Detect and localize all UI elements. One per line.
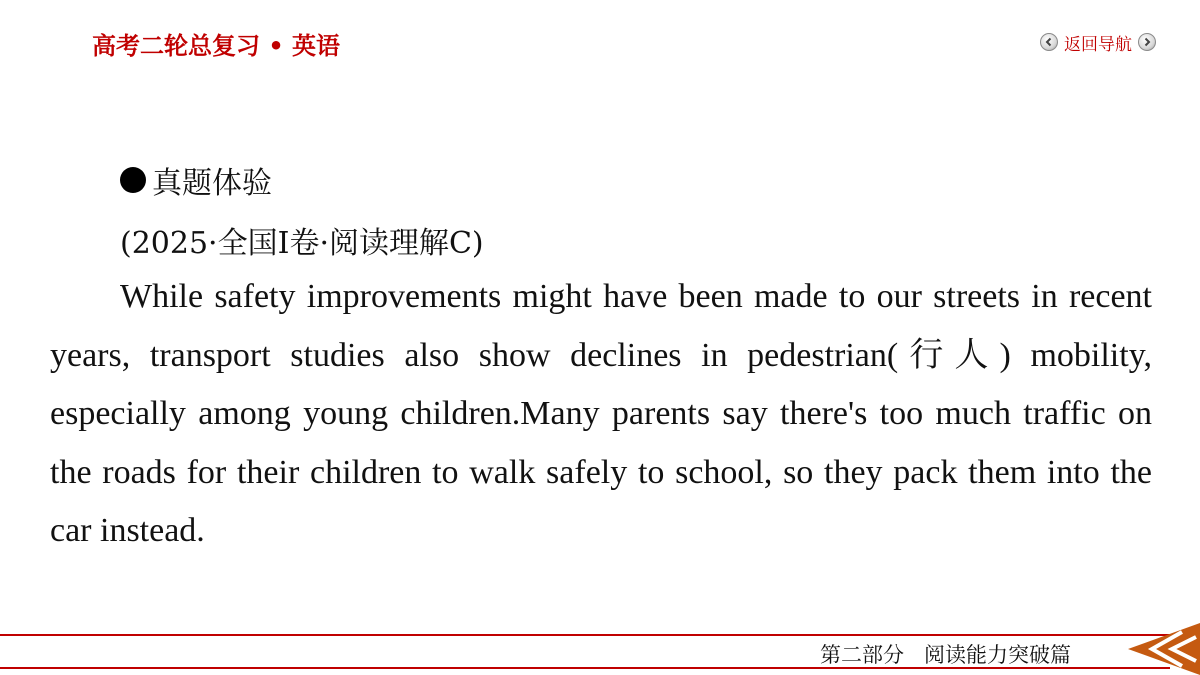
chevron-left-circle-icon[interactable] — [1040, 33, 1058, 51]
reading-passage: While safety improvements might have been made to our streets in recent years, transport studies also show declines in pedestrian(行人) mobility, especially among young children.Many parents say there's too much traffic on the roads for their children to walk safely to school, so they pack them into the car instead. — [50, 278, 1152, 549]
footer-section: 阅读能力突破篇 — [924, 643, 1072, 667]
footer-section-label — [820, 639, 1071, 669]
footer-part: 第二部分 — [820, 643, 904, 667]
chevron-right-circle-icon[interactable] — [1138, 33, 1156, 51]
course-title: 高考二轮总复习 • 英语 — [92, 32, 341, 60]
bullet-icon — [120, 167, 146, 193]
double-chevron-left-icon[interactable] — [1128, 623, 1200, 675]
exam-source: (2025·全国Ⅰ卷·阅读理解C) — [120, 226, 484, 261]
return-navigation-link[interactable]: 返回导航 — [1064, 34, 1132, 55]
footer-divider-top — [0, 634, 1170, 636]
nav-controls — [1040, 30, 1156, 54]
section-heading — [120, 158, 272, 202]
section-heading-label: 真题体验 — [152, 166, 272, 201]
